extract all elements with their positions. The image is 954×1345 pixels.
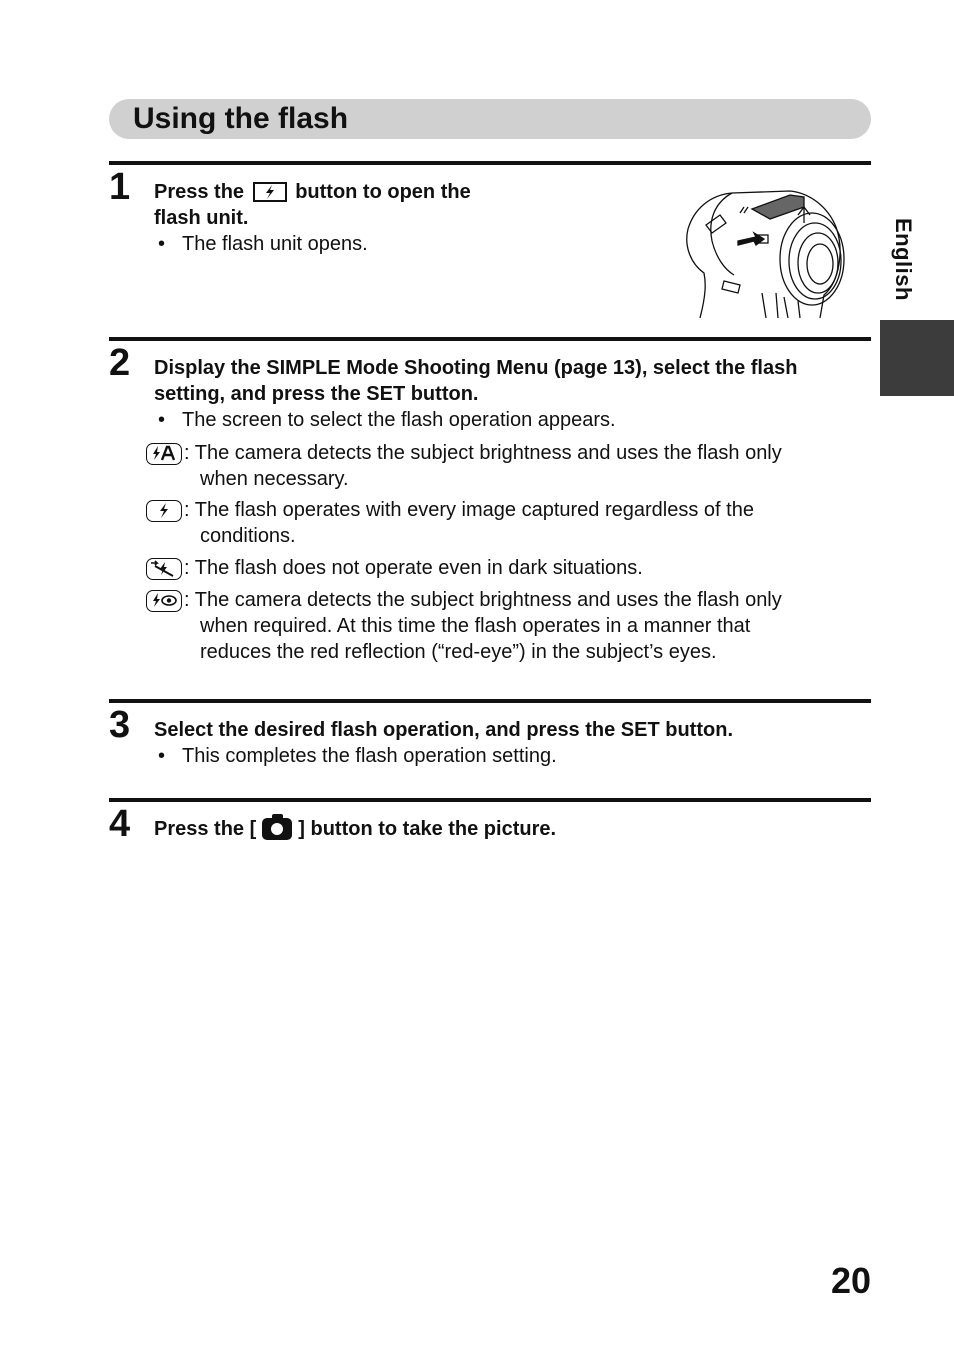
step-note-text: The flash unit opens. — [182, 233, 368, 255]
flash-icon — [253, 182, 287, 202]
step-note: • This completes the flash operation setting. — [158, 745, 557, 767]
flash-off-icon — [146, 558, 182, 580]
step-divider — [109, 798, 871, 802]
step-number: 2 — [109, 342, 131, 384]
option-description-cont: conditions. — [200, 525, 296, 547]
step-note-text: The screen to select the flash operation appears. — [182, 409, 616, 431]
option-description: : The flash does not operate even in dark situations. — [184, 557, 643, 579]
flash-auto-icon — [146, 443, 182, 465]
step-divider — [109, 161, 871, 165]
side-language-label — [888, 218, 918, 314]
instruction-text: Press the [ — [154, 818, 257, 840]
step-instruction: Select the desired flash operation, and press the SET button. — [154, 719, 733, 741]
option-description-cont: reduces the red reflection (“red-eye”) in the subject’s eyes. — [200, 641, 717, 663]
camera-icon — [262, 818, 292, 840]
page-number: 20 — [830, 1260, 871, 1301]
step-number: 1 — [109, 166, 131, 208]
step-note-text: This completes the flash operation setting. — [182, 745, 557, 767]
step-divider — [109, 699, 871, 703]
side-language-text: English — [891, 218, 916, 301]
step-note: • The screen to select the flash operation appears. — [158, 409, 616, 431]
instruction-text: button to open the — [295, 181, 471, 203]
step-note: • The flash unit opens. — [158, 233, 368, 255]
step-instruction — [154, 179, 471, 205]
step-instruction: Display the SIMPLE Mode Shooting Menu (page 13), select the flash — [154, 357, 798, 379]
step-instruction — [154, 816, 556, 842]
option-description: : The camera detects the subject brightness and uses the flash only — [184, 589, 782, 611]
step-instruction-line2: setting, and press the SET button. — [154, 383, 479, 405]
camera-flash-illustration — [680, 185, 850, 320]
step-number: 4 — [109, 803, 131, 845]
option-description: : The camera detects the subject brightness and uses the flash only — [184, 442, 782, 464]
instruction-text: ] button to take the picture. — [298, 818, 557, 840]
side-tab-block — [880, 320, 954, 396]
option-description-cont: when necessary. — [200, 468, 349, 490]
option-description-cont: when required. At this time the flash operates in a manner that — [200, 615, 751, 637]
option-description: : The flash operates with every image captured regardless of the — [184, 499, 754, 521]
instruction-text: Press the — [154, 181, 245, 203]
step-number: 3 — [109, 704, 131, 746]
step-divider — [109, 337, 871, 341]
section-title-bar — [109, 99, 871, 139]
page-title: Using the flash — [133, 102, 349, 135]
flash-on-icon — [146, 500, 182, 522]
step-instruction-line2: flash unit. — [154, 207, 249, 229]
flash-red-eye-icon — [146, 590, 182, 612]
